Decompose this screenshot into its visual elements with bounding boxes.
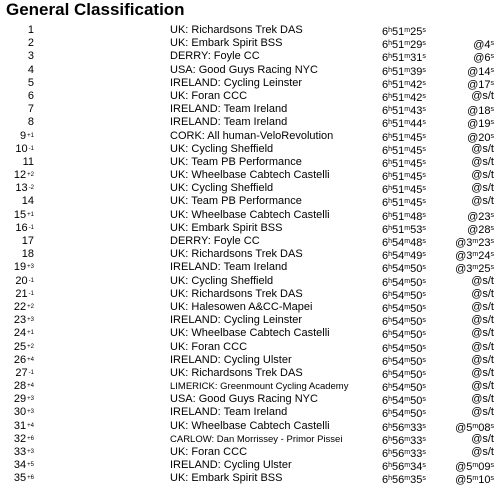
position-cell: $9^{+1}$ — [20, 129, 34, 142]
position-cell: $21^{-1}$ — [15, 287, 34, 300]
position-cell: $34^{+5}$ — [13, 459, 34, 472]
table-row — [0, 77, 500, 90]
gap-cell: @s/t — [471, 287, 494, 300]
position-change: +1 — [27, 211, 34, 218]
table-row — [0, 64, 500, 77]
team-name: IRELAND: Cycling Ulster — [170, 459, 292, 472]
page-title: General Classification — [6, 0, 185, 19]
position-cell: $31^{+4}$ — [13, 419, 34, 432]
time-cell: 6$^h$51$^m$29$^s$ — [382, 39, 426, 52]
position-change: +4 — [27, 422, 34, 429]
position-cell: 11 — [22, 155, 34, 168]
gap-cell: @s/t — [471, 353, 494, 366]
table-row — [0, 327, 500, 340]
time-cell: 6$^h$54$^m$50$^s$ — [382, 382, 426, 395]
table-row — [0, 103, 500, 116]
team-name: IRELAND: Team Ireland — [170, 116, 288, 129]
gap-cell: @s/t — [471, 182, 494, 195]
time-cell: 6$^h$51$^m$45$^s$ — [382, 197, 426, 210]
table-row — [0, 406, 500, 419]
position-change: +4 — [27, 356, 34, 363]
gap-cell: @18$^s$ — [467, 105, 494, 118]
table-row — [0, 420, 500, 433]
time-cell: 6$^h$54$^m$49$^s$ — [382, 250, 426, 263]
table-row — [0, 37, 500, 50]
gap-cell: @s/t — [471, 380, 494, 393]
time-cell: 6$^h$54$^m$50$^s$ — [382, 355, 426, 368]
time-cell: 6$^h$51$^m$25$^s$ — [382, 26, 426, 38]
team-name: USA: Good Guys Racing NYC — [170, 393, 318, 406]
position-cell: 6 — [27, 89, 34, 102]
position-cell: $35^{+6}$ — [13, 472, 34, 485]
time-cell: 6$^h$54$^m$50$^s$ — [382, 276, 426, 289]
team-name: IRELAND: Team Ireland — [170, 261, 288, 274]
table-row — [0, 50, 500, 63]
table-row — [0, 341, 500, 354]
time-cell: 6$^h$54$^m$50$^s$ — [382, 408, 426, 421]
position-change: +3 — [27, 449, 34, 455]
position-cell: 3 — [27, 50, 34, 63]
table-row — [0, 222, 500, 235]
team-name: USA: Good Guys Racing NYC — [170, 63, 318, 76]
time-cell: 6$^h$51$^m$45$^s$ — [382, 144, 426, 157]
position-cell: 1 — [27, 24, 34, 36]
position-cell: $32^{+6}$ — [13, 432, 34, 445]
position-change: -1 — [28, 145, 34, 152]
time-cell: 6$^h$51$^m$45$^s$ — [382, 171, 426, 184]
position-cell: $22^{+2}$ — [13, 300, 34, 313]
position-cell: $19^{+3}$ — [13, 261, 34, 274]
position-cell: $20^{-1}$ — [15, 274, 34, 287]
team-name: UK: Foran CCC — [170, 89, 248, 102]
time-cell: 6$^h$54$^m$50$^s$ — [382, 368, 426, 381]
table-row — [0, 367, 500, 380]
position-cell: $16^{-1}$ — [15, 221, 34, 234]
team-name: IRELAND: Team Ireland — [170, 103, 288, 116]
position-change: +3 — [27, 264, 34, 271]
table-row — [0, 354, 500, 367]
table-row — [0, 235, 500, 248]
table-row — [0, 195, 500, 208]
table-row — [0, 24, 500, 37]
team-name: UK: Halesowen A&CC-Mapei — [170, 300, 313, 313]
time-cell: 6$^h$51$^m$42$^s$ — [382, 78, 426, 91]
team-name: IRELAND: Cycling Leinster — [170, 76, 303, 89]
table-row — [0, 301, 500, 314]
gap-cell: @23$^s$ — [467, 210, 494, 223]
team-name: IRELAND: Cycling Leinster — [170, 314, 303, 327]
team-name: DERRY: Foyle CC — [170, 235, 260, 247]
table-row — [0, 130, 500, 143]
time-cell: 6$^h$51$^m$53$^s$ — [382, 223, 426, 236]
team-name: UK: Cycling Sheffield — [170, 142, 274, 155]
gap-cell: @s/t — [471, 300, 494, 313]
position-cell: 7 — [27, 103, 34, 116]
table-row — [0, 143, 500, 156]
team-name: UK: Foran CCC — [170, 340, 248, 353]
position-cell: $12^{+2}$ — [13, 169, 34, 182]
gap-cell: @3$^m$23$^s$ — [455, 237, 494, 249]
team-name: UK: Wheelbase Cabtech Castelli — [170, 327, 330, 340]
gap-cell: @4$^s$ — [473, 39, 494, 52]
position-cell: 14 — [21, 195, 34, 208]
gap-cell: @s/t — [471, 155, 494, 168]
gap-cell: @5$^m$08$^s$ — [455, 421, 494, 434]
position-cell: 2 — [27, 37, 34, 50]
time-cell: 6$^h$54$^m$50$^s$ — [382, 342, 426, 355]
position-cell: $28^{+4}$ — [13, 380, 34, 393]
gap-cell: @s/t — [471, 446, 494, 458]
table-row — [0, 314, 500, 327]
gap-cell: @s/t — [471, 274, 494, 287]
position-change: +2 — [27, 303, 34, 310]
team-name: UK: Cycling Sheffield — [170, 274, 274, 287]
time-cell: 6$^h$54$^m$50$^s$ — [382, 302, 426, 315]
time-cell: 6$^h$56$^m$33$^s$ — [382, 421, 426, 434]
time-cell: 6$^h$56$^m$33$^s$ — [382, 448, 426, 460]
time-cell: 6$^h$51$^m$42$^s$ — [382, 91, 426, 104]
position-change: -1 — [28, 224, 34, 231]
gap-cell: @17$^s$ — [467, 78, 494, 91]
time-cell: 6$^h$56$^m$35$^s$ — [382, 474, 426, 487]
gap-cell: @s/t — [471, 406, 494, 419]
position-change: +6 — [27, 435, 34, 442]
position-change: -1 — [28, 290, 34, 297]
position-cell: $15^{+1}$ — [13, 208, 34, 221]
position-cell: $23^{+3}$ — [13, 314, 34, 327]
table-row — [0, 156, 500, 169]
team-name: UK: Foran CCC — [170, 446, 248, 458]
table-row — [0, 459, 500, 472]
position-change: +3 — [27, 409, 34, 416]
gap-cell: @s/t — [471, 314, 494, 327]
position-cell: $26^{+4}$ — [13, 353, 34, 366]
team-name: CORK: All human-VeloRevolution — [170, 129, 334, 142]
position-cell: 4 — [27, 63, 34, 76]
time-cell: 6$^h$54$^m$50$^s$ — [382, 329, 426, 342]
results-table — [0, 24, 500, 486]
position-cell: 18 — [21, 248, 34, 261]
team-name: IRELAND: Cycling Ulster — [170, 353, 292, 366]
gap-cell: @s/t — [471, 142, 494, 155]
table-row — [0, 393, 500, 406]
gap-cell: @20$^s$ — [467, 131, 494, 144]
time-cell: 6$^h$54$^m$48$^s$ — [382, 237, 426, 249]
team-name: UK: Richardsons Trek DAS — [170, 248, 303, 261]
position-change: +3 — [27, 317, 34, 324]
gap-cell: @s/t — [471, 327, 494, 340]
table-row — [0, 446, 500, 459]
position-change: +6 — [27, 475, 34, 482]
position-change: +5 — [27, 462, 34, 469]
position-change: -2 — [28, 185, 34, 192]
position-cell: $10^{-1}$ — [15, 142, 34, 155]
gap-cell: @s/t — [471, 432, 494, 445]
gap-cell: @5$^m$10$^s$ — [455, 474, 494, 487]
team-name: UK: Team PB Performance — [170, 155, 302, 168]
gap-cell: @5$^m$09$^s$ — [455, 461, 494, 474]
gap-cell: @3$^m$25$^s$ — [455, 263, 494, 276]
position-change: +3 — [27, 396, 34, 403]
position-change: +2 — [27, 172, 34, 179]
team-name: UK: Richardsons Trek DAS — [170, 24, 303, 36]
position-cell: 5 — [27, 76, 34, 89]
gap-cell: @s/t — [471, 89, 494, 102]
team-name: UK: Cycling Sheffield — [170, 182, 274, 195]
time-cell: 6$^h$51$^m$44$^s$ — [382, 118, 426, 131]
team-name: UK: Embark Spirit BSS — [170, 221, 283, 234]
position-cell: $33^{+3}$ — [13, 446, 34, 458]
time-cell: 6$^h$54$^m$50$^s$ — [382, 263, 426, 276]
time-cell: 6$^h$56$^m$34$^s$ — [382, 461, 426, 474]
time-cell: 6$^h$51$^m$45$^s$ — [382, 131, 426, 144]
gap-cell: @s/t — [471, 169, 494, 182]
table-row — [0, 116, 500, 129]
gap-cell: @s/t — [471, 393, 494, 406]
table-row — [0, 182, 500, 195]
table-row — [0, 288, 500, 301]
position-change: +1 — [27, 132, 34, 139]
position-change: +2 — [27, 343, 34, 350]
time-cell: 6$^h$54$^m$50$^s$ — [382, 316, 426, 329]
team-name: UK: Richardsons Trek DAS — [170, 287, 303, 300]
team-name: UK: Embark Spirit BSS — [170, 472, 283, 485]
team-name: CARLOW: Dan Morrissey - Primor Pissei — [170, 433, 343, 445]
position-cell: 8 — [27, 116, 34, 129]
team-name: UK: Wheelbase Cabtech Castelli — [170, 169, 330, 182]
time-cell: 6$^h$51$^m$45$^s$ — [382, 184, 426, 197]
position-change: +1 — [27, 330, 34, 337]
time-cell: 6$^h$54$^m$50$^s$ — [382, 289, 426, 302]
table-row — [0, 380, 500, 393]
team-name: UK: Wheelbase Cabtech Castelli — [170, 208, 330, 221]
table-row — [0, 169, 500, 182]
position-cell: $24^{+1}$ — [13, 327, 34, 340]
gap-cell: @14$^s$ — [467, 65, 494, 78]
table-row — [0, 433, 500, 446]
gap-cell: @19$^s$ — [467, 118, 494, 131]
position-cell: 17 — [21, 235, 34, 247]
team-name: UK: Richardsons Trek DAS — [170, 366, 303, 379]
position-cell: $27^{-1}$ — [15, 366, 34, 379]
team-name: UK: Wheelbase Cabtech Castelli — [170, 419, 330, 432]
team-name: LIMERICK: Greenmount Cycling Academy — [170, 381, 349, 393]
team-name: UK: Embark Spirit BSS — [170, 37, 283, 50]
table-row — [0, 209, 500, 222]
time-cell: 6$^h$56$^m$33$^s$ — [382, 434, 426, 447]
gap-cell: @s/t — [471, 366, 494, 379]
position-cell: $30^{+3}$ — [13, 406, 34, 419]
table-row — [0, 90, 500, 103]
time-cell: 6$^h$51$^m$39$^s$ — [382, 65, 426, 78]
gap-cell: @s/t — [471, 340, 494, 353]
position-cell: $13^{-2}$ — [15, 182, 34, 195]
team-name: UK: Team PB Performance — [170, 195, 302, 208]
position-change: +4 — [27, 383, 34, 390]
position-cell: $29^{+3}$ — [13, 393, 34, 406]
team-name: IRELAND: Team Ireland — [170, 406, 288, 419]
team-name: DERRY: Foyle CC — [170, 50, 260, 63]
time-cell: 6$^h$54$^m$50$^s$ — [382, 395, 426, 408]
time-cell: 6$^h$51$^m$48$^s$ — [382, 210, 426, 223]
gap-cell: @3$^m$24$^s$ — [455, 250, 494, 263]
position-change: -1 — [28, 369, 34, 376]
time-cell: 6$^h$51$^m$31$^s$ — [382, 52, 426, 65]
table-row — [0, 275, 500, 288]
table-row — [0, 261, 500, 274]
gap-cell: @6$^s$ — [473, 52, 494, 65]
table-row — [0, 248, 500, 261]
time-cell: 6$^h$51$^m$45$^s$ — [382, 157, 426, 170]
position-cell: $25^{+2}$ — [13, 340, 34, 353]
gap-cell: @s/t — [471, 195, 494, 208]
gap-cell: @28$^s$ — [467, 223, 494, 236]
position-change: -1 — [28, 277, 34, 284]
time-cell: 6$^h$51$^m$43$^s$ — [382, 105, 426, 118]
